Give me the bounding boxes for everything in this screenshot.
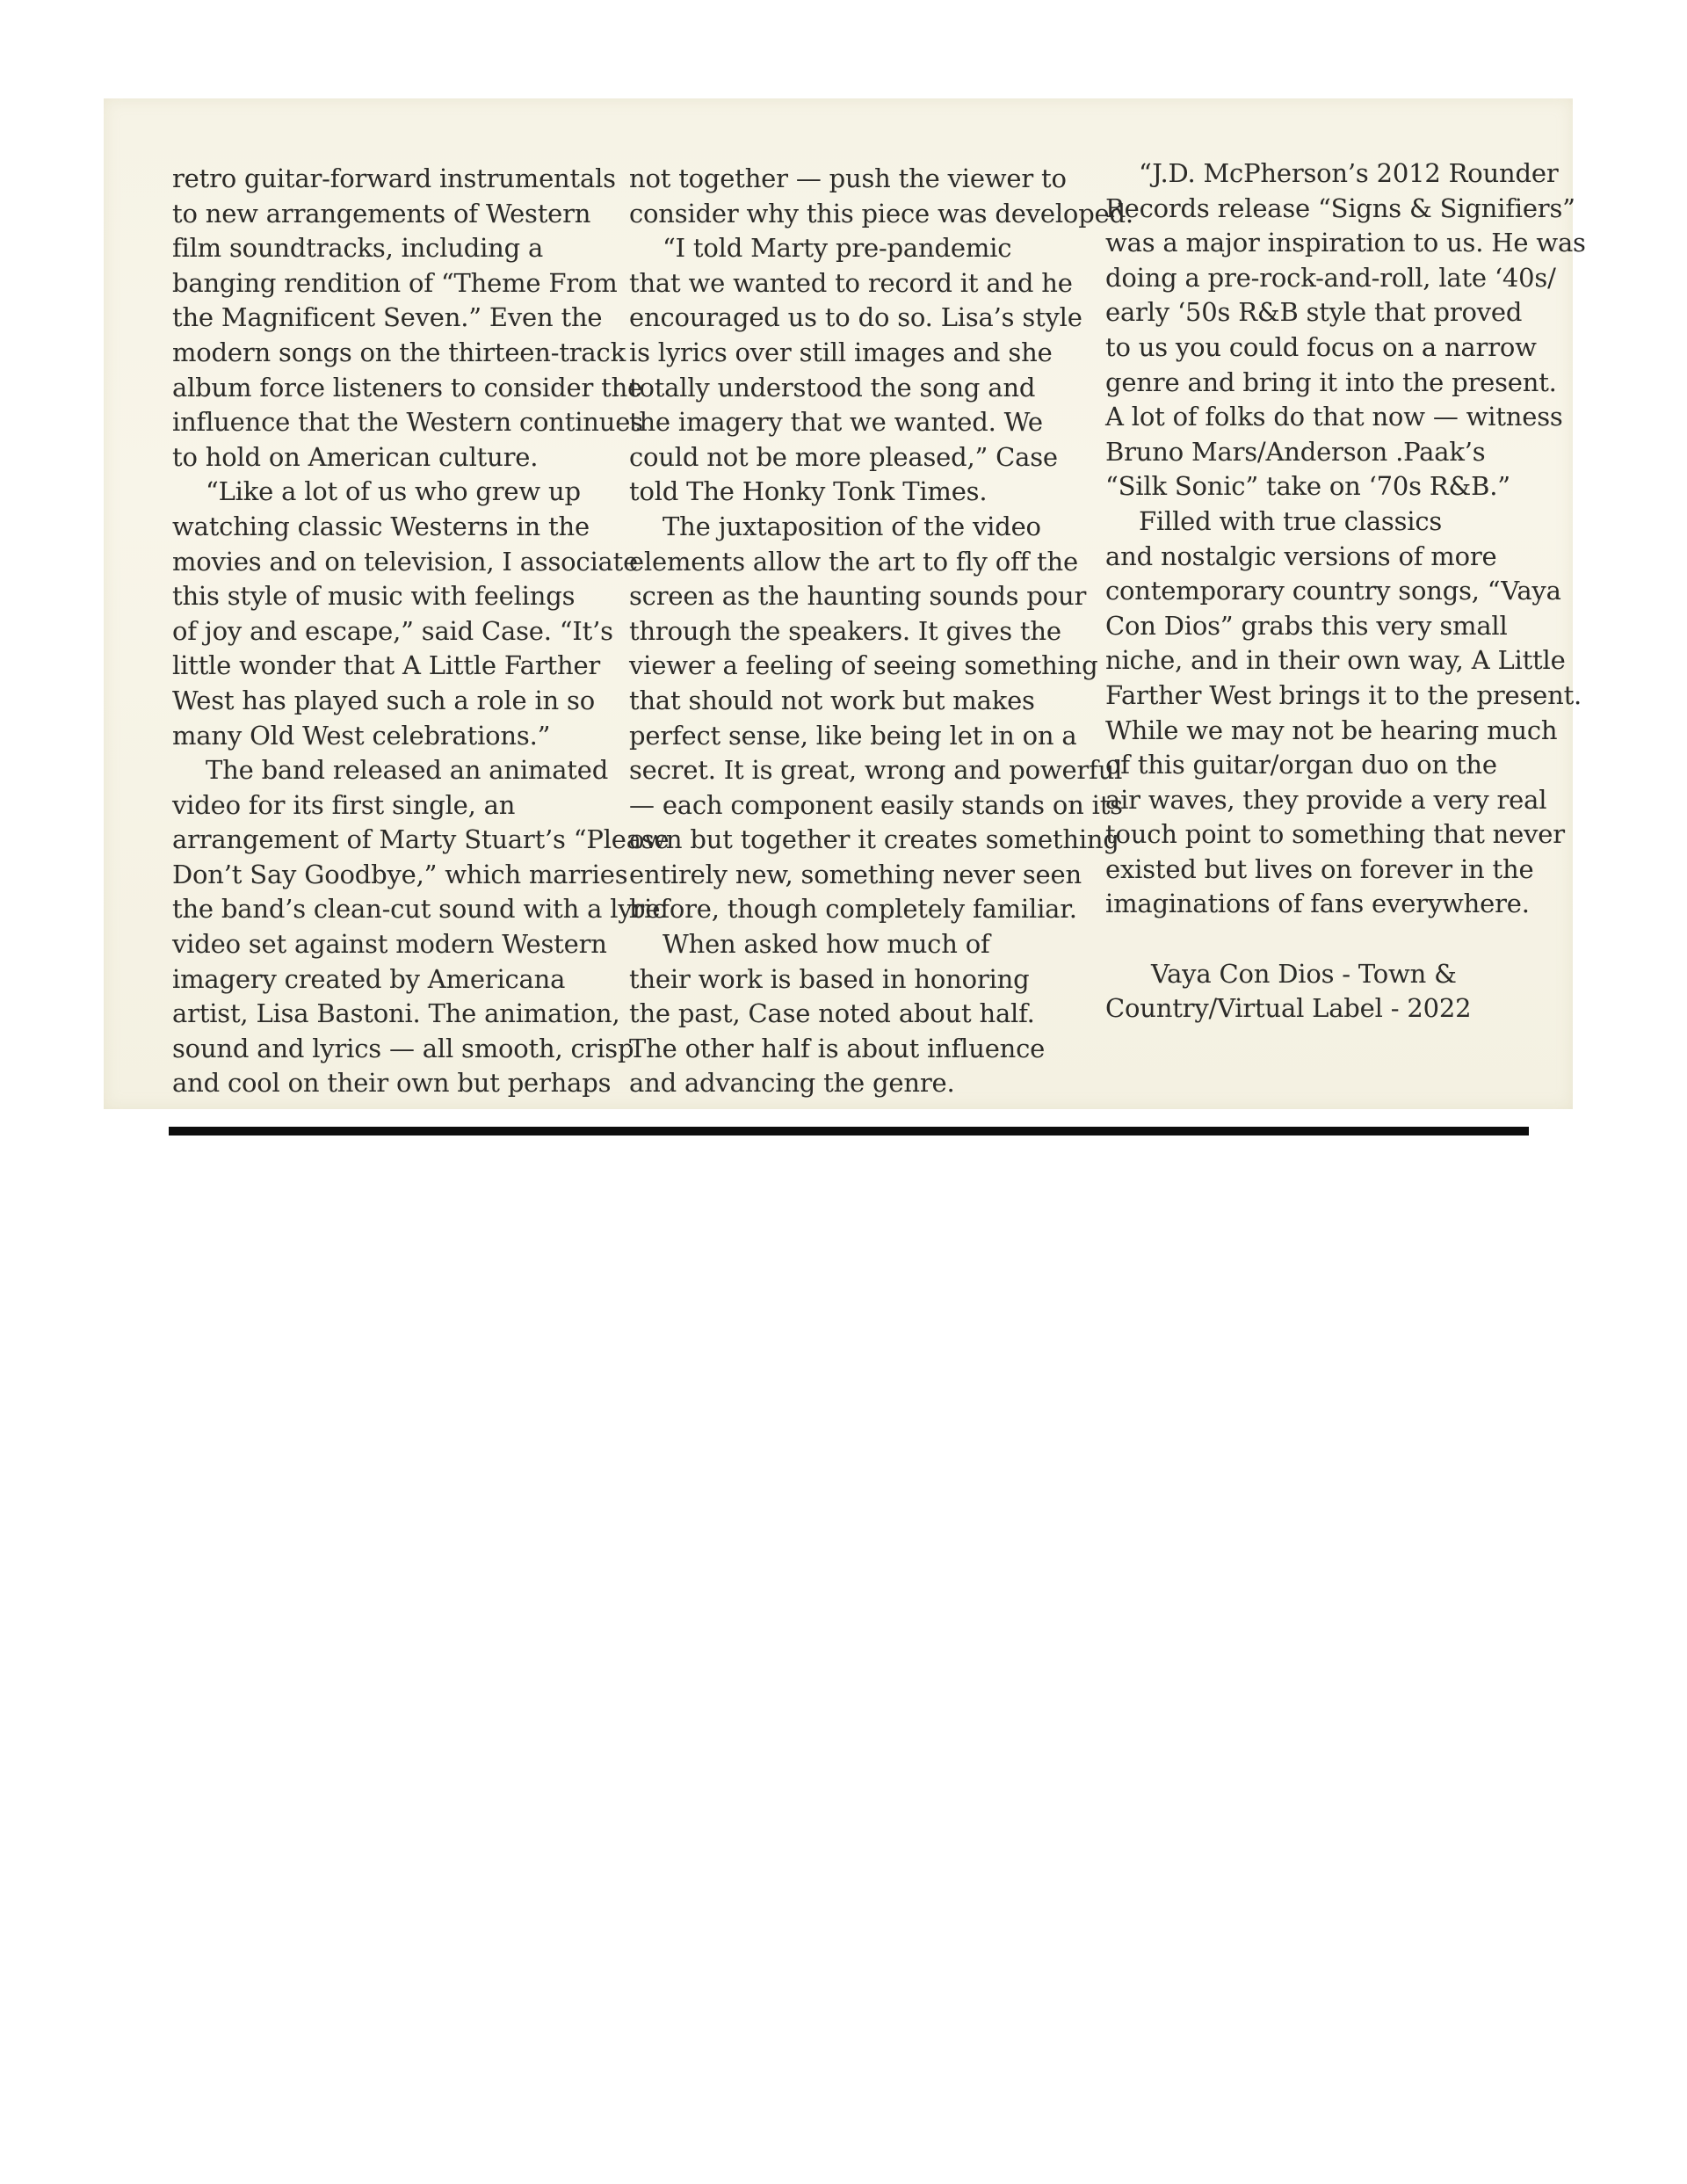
article-line: contemporary country songs, “Vaya xyxy=(1105,576,1561,606)
article-line: viewer a feeling of seeing something xyxy=(629,650,1098,681)
article-line: watching classic Westerns in the xyxy=(172,511,590,541)
article-line: retro guitar-forward instrumentals xyxy=(172,163,616,193)
article-line: of joy and escape,” said Case. “It’s xyxy=(172,615,613,646)
article-line: The band released an animated xyxy=(206,755,609,786)
article-line: “I told Marty pre-pandemic xyxy=(662,233,1012,264)
article-line: imagery created by Americana xyxy=(172,963,566,994)
album-credit-line: Country/Virtual Label - 2022 xyxy=(1105,993,1472,1024)
article-line: perfect sense, like being let in on a xyxy=(629,720,1077,751)
article-line: album force listeners to consider the xyxy=(172,372,643,403)
article-line: early ‘50s R&B style that proved xyxy=(1105,297,1523,328)
article-line: banging rendition of “Theme From xyxy=(172,267,618,298)
article-line: the past, Case noted about half. xyxy=(629,998,1035,1029)
article-line: movies and on television, I associate xyxy=(172,546,639,577)
spacer xyxy=(1105,922,1567,957)
article-line: secret. It is great, wrong and powerful xyxy=(629,755,1123,786)
article-line: imaginations of fans everywhere. xyxy=(1105,889,1530,919)
article-line: this style of music with feelings xyxy=(172,581,576,612)
article-line: A lot of folks do that now — witness xyxy=(1105,402,1563,432)
article-line: niche, and in their own way, A Little xyxy=(1105,645,1566,676)
article-line: is lyrics over still images and she xyxy=(629,337,1053,367)
article-line: Records release “Signs & Signifiers” xyxy=(1105,192,1575,223)
article-line: and advancing the genre. xyxy=(629,1068,955,1099)
article-line: could not be more pleased,” Case xyxy=(629,441,1058,472)
article-line: through the speakers. It gives the xyxy=(629,615,1061,646)
article-line: Bruno Mars/Anderson .Paak’s xyxy=(1105,436,1486,467)
article-line: “Like a lot of us who grew up xyxy=(206,476,581,507)
article-line: modern songs on the thirteen-track xyxy=(172,337,626,367)
article-line: “J.D. McPherson’s 2012 Rounder xyxy=(1139,158,1559,188)
article-line: before, though completely familiar. xyxy=(629,894,1077,925)
article-line: was a major inspiration to us. He was xyxy=(1105,228,1586,258)
article-line: touch point to something that never xyxy=(1105,819,1565,850)
article-line: entirely new, something never seen xyxy=(629,859,1082,889)
article-column-2 xyxy=(629,162,1133,1101)
article-line: existed but lives on forever in the xyxy=(1105,853,1534,884)
article-line: to hold on American culture. xyxy=(172,441,539,472)
article-line: film soundtracks, including a xyxy=(172,233,544,264)
article-line: When asked how much of xyxy=(662,929,990,960)
article-line: to new arrangements of Western xyxy=(172,198,591,229)
article-line: told The Honky Tonk Times. xyxy=(629,476,988,507)
article-line: video for its first single, an xyxy=(172,789,516,820)
article-line: the band’s clean-cut sound with a lyric xyxy=(172,894,667,925)
article-line: West has played such a role in so xyxy=(172,685,595,715)
album-credit-line: Vaya Con Dios - Town & xyxy=(1151,958,1457,989)
article-line: screen as the haunting sounds pour xyxy=(629,581,1087,612)
article-line: While we may not be hearing much xyxy=(1105,715,1558,745)
article-line: — each component easily stands on its xyxy=(629,789,1123,820)
article-line: artist, Lisa Bastoni. The animation, xyxy=(172,998,620,1029)
article-line: Con Dios” grabs this very small xyxy=(1105,610,1508,641)
article-line: that should not work but makes xyxy=(629,685,1035,715)
article-line: “Silk Sonic” take on ‘70s R&B.” xyxy=(1105,471,1510,502)
article-line: Filled with true classics xyxy=(1139,505,1443,536)
article-line: little wonder that A Little Farther xyxy=(172,650,601,681)
article-column-1 xyxy=(172,162,670,1101)
article-line: many Old West celebrations.” xyxy=(172,720,551,751)
article-line: elements allow the art to fly off the xyxy=(629,546,1078,577)
article-line: encouraged us to do so. Lisa’s style xyxy=(629,302,1082,333)
article-line: The juxtaposition of the video xyxy=(662,511,1041,541)
article-line: air waves, they provide a very real xyxy=(1105,784,1547,815)
article-line: video set against modern Western xyxy=(172,929,607,960)
article-line: to us you could focus on a narrow xyxy=(1105,331,1537,362)
article-line: sound and lyrics — all smooth, crisp xyxy=(172,1033,634,1063)
article-line: totally understood the song and xyxy=(629,372,1036,403)
article-line: of this guitar/organ duo on the xyxy=(1105,750,1497,780)
article-line: Farther West brings it to the present. xyxy=(1105,679,1582,710)
article-line: the Magnificent Seven.” Even the xyxy=(172,302,603,333)
article-line: The other half is about influence xyxy=(629,1033,1046,1063)
article-column-3 xyxy=(1105,156,1586,1027)
article-line: and nostalgic versions of more xyxy=(1105,541,1497,571)
article-line: Don’t Say Goodbye,” which marries xyxy=(172,859,628,889)
page-divider-rule xyxy=(169,1127,1529,1136)
article-line: own but together it creates something xyxy=(629,824,1119,855)
article-line: arrangement of Marty Stuart’s “Please xyxy=(172,824,670,855)
article-line: not together — push the viewer to xyxy=(629,163,1067,193)
article-line: that we wanted to record it and he xyxy=(629,267,1073,298)
article-line: consider why this piece was developed. xyxy=(629,198,1133,229)
article-line: genre and bring it into the present. xyxy=(1105,366,1557,397)
article-line: doing a pre-rock-and-roll, late ‘40s/ xyxy=(1105,262,1556,293)
article-line: and cool on their own but perhaps xyxy=(172,1068,612,1099)
article-line: the imagery that we wanted. We xyxy=(629,407,1043,438)
scanned-article-page xyxy=(104,98,1586,1109)
article-line: influence that the Western continues xyxy=(172,407,643,438)
article-line: their work is based in honoring xyxy=(629,963,1030,994)
